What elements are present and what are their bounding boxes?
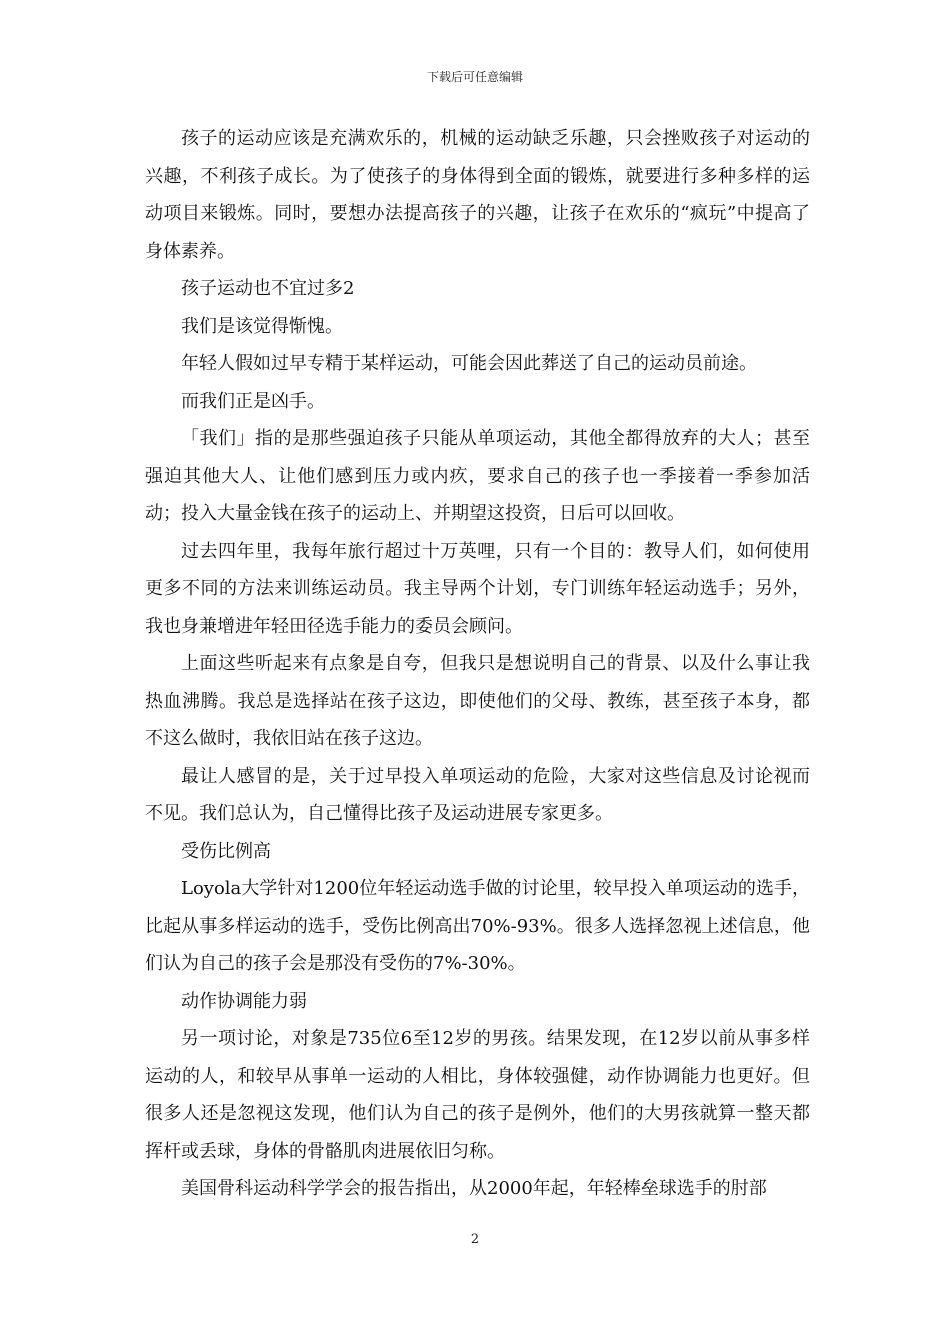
paragraph: 美国骨科运动科学学会的报告指出，从2000年起，年轻棒垒球选手的肘部 [181, 1178, 767, 1199]
paragraph: 另一项讨论，对象是735位6至12岁的男孩。结果发现，在12岁以前从事多样运动的人，和较早从事单一运动的人相比，身体较强健，动作协调能力也更好。但很多人还是忽视这发现，他们认为自己的孩子是例外，他们的大男孩就算一整天都挥杆或丢球，身体的骨骼肌肉进展依旧匀称。 [145, 1028, 810, 1162]
body-text [145, 120, 810, 1208]
paragraph: 「我们」指的是那些强迫孩子只能从单项运动，其他全都得放弃的大人；甚至强迫其他大人、让他们感到压力或内疚，要求自己的孩子也一季接着一季参加活动；投入大量金钱在孩子的运动上、并期望这投资，日后可以回收。 [145, 428, 810, 524]
section-heading: 受伤比例高 [181, 840, 271, 862]
paragraph: Loyola大学针对1200位年轻运动选手做的讨论里，较早投入单项运动的选手，比起从事多样运动的选手，受伤比例高出70%-93%。很多人选择忽视上述信息，他们认为自己的孩子会是那没有受伤的7%-30%。 [145, 878, 810, 974]
section-heading: 动作协调能力弱 [181, 990, 307, 1012]
paragraph: 年轻人假如过早专精于某样运动，可能会因此葬送了自己的运动员前途。 [181, 353, 757, 374]
page-header: 下载后可任意编辑 [426, 70, 523, 84]
paragraph: 孩子的运动应该是充满欢乐的，机械的运动缺乏乐趣，只会挫败孩子对运动的兴趣，不利孩子成长。为了使孩子的身体得到全面的锻炼，就要进行多种多样的运动项目来锻炼。同时，要想办法提高孩子的兴趣，让孩子在欢乐的“疯玩”中提高了身体素养。 [145, 128, 810, 262]
paragraph: 过去四年里，我每年旅行超过十万英哩，只有一个目的：教导人们，如何使用更多不同的方法来训练运动员。我主导两个计划，专门训练年轻运动选手；另外，我也身兼增进年轻田径选手能力的委员会顾问。 [145, 540, 810, 637]
page-number: 2 [470, 1232, 480, 1247]
paragraph: 上面这些听起来有点象是自夸，但我只是想说明自己的背景、以及什么事让我热血沸腾。我总是选择站在孩子这边，即使他们的父母、教练，甚至孩子本身，都不这么做时，我依旧站在孩子这边。 [145, 653, 810, 749]
paragraph: 而我们正是凶手。 [181, 390, 325, 412]
section-heading: 孩子运动也不宜过多2 [181, 278, 355, 299]
paragraph: 我们是该觉得惭愧。 [181, 315, 343, 337]
paragraph: 最让人感冒的是，关于过早投入单项运动的危险，大家对这些信息及讨论视而不见。我们总认为，自己懂得比孩子及运动进展专家更多。 [145, 765, 810, 824]
